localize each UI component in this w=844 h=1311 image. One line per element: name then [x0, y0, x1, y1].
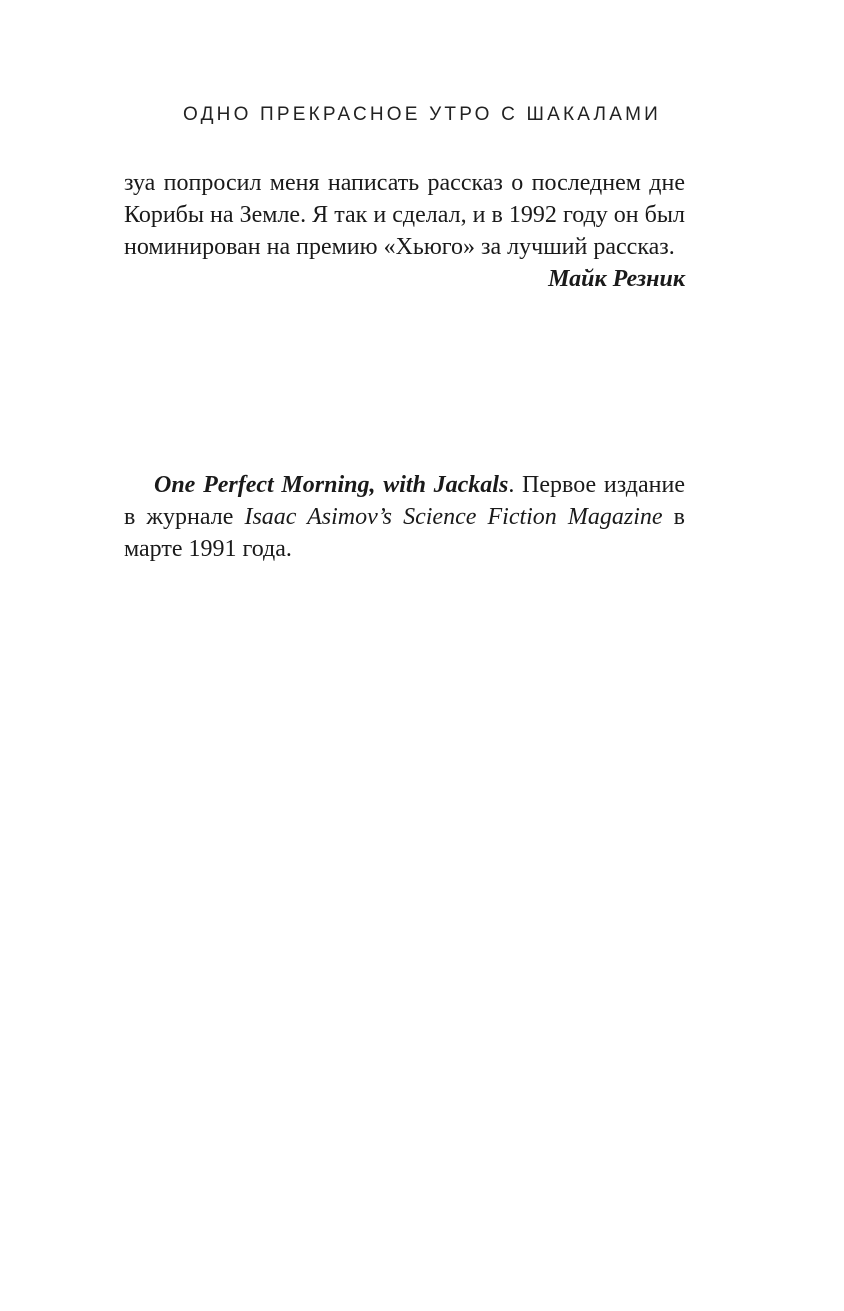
- publication-text-1: . Первое издание в журнале: [124, 472, 685, 530]
- author-signature: Майк Резник: [548, 266, 685, 292]
- magazine-name: Isaac Asimov’s Science Fiction Magazine: [244, 504, 663, 530]
- publication-text-2: в марте 1991 года.: [124, 504, 686, 562]
- running-head: ОДНО ПРЕКРАСНОЕ УТРО С ШАКАЛАМИ: [183, 104, 661, 125]
- publication-paragraph: [124, 469, 685, 565]
- afterword-paragraph: зуа попросил меня написать рассказ о последнем дне Корибы на Земле. Я так и сделал, и в 1992 году он был номинирован на премию «Хьюго» за лучший рассказ.: [124, 170, 685, 260]
- publication-note: [124, 469, 685, 565]
- story-title: One Perfect Morning, with Jackals: [154, 472, 509, 498]
- afterword-section: [124, 167, 685, 295]
